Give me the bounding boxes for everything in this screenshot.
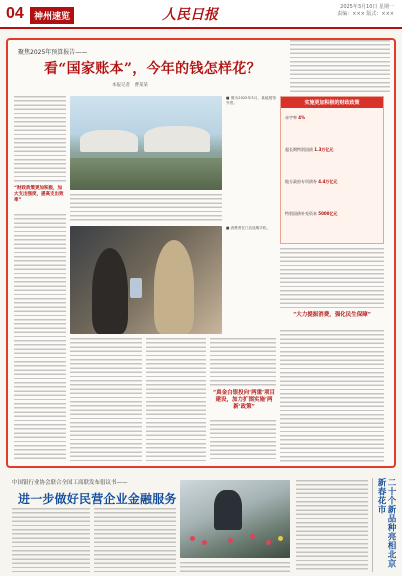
section-tag[interactable]: 神州速览 [30, 7, 74, 24]
sub-head-1: “真金白银投向‘两重’项目建设，加力扩围实施‘两新’政策” [213, 390, 275, 410]
infobox-item: 地方政府专项债券 4.4万亿元 [285, 179, 338, 184]
lower-kicker: 中国银行业协会联合全国工商联发布倡议书—— [12, 480, 128, 486]
sub-head-2: “大力提振消费，强化民生保障” [293, 312, 371, 318]
page-number: 04 [6, 5, 24, 22]
body-column-5c [280, 330, 384, 462]
lower-body-column-3 [296, 480, 368, 572]
photo-caption-2: ■ 消费者在门店选购手机。 [226, 226, 271, 230]
infobox-item: 超长期特别国债 1.3万亿元 [285, 147, 334, 152]
feature-headline[interactable]: 看“国家账本”，今年的钱怎样花？ [44, 61, 261, 77]
body-column-2b [70, 338, 142, 462]
expo-building-photo [70, 96, 222, 190]
body-column-5a [290, 40, 390, 92]
infobox-item: 特别国债补充资本 5000亿元 [285, 211, 338, 216]
infobox-title: 实施更加积极的财政政策 [281, 97, 383, 108]
feature-byline: 本报记者 曹某某 [112, 83, 148, 88]
body-column-1b [14, 214, 66, 462]
masthead [0, 0, 402, 28]
body-column-4a [210, 338, 276, 386]
masthead-rule [0, 27, 402, 29]
lower-body-column-2 [94, 508, 176, 572]
column-divider [372, 478, 373, 572]
body-column-5b [280, 248, 384, 308]
body-column-4b [210, 420, 276, 462]
feature-kicker: 聚焦2025年预算报告—— [18, 49, 88, 56]
date-text: 2025年3月10日 星期一 [340, 4, 394, 10]
body-column-2a [70, 194, 222, 222]
flower-photo-caption [180, 562, 290, 572]
photo-caption-column-2 [226, 226, 276, 334]
vertical-title[interactable]: 二十个新品种亮相北京新春花市 [376, 478, 396, 568]
pull-quote: “财政政策更加积极，加大支出强度，提高支出效率” [14, 186, 64, 203]
date-line [337, 4, 394, 18]
body-column-3 [146, 338, 206, 462]
flower-market-photo [180, 480, 290, 558]
infobox-item: 赤字率 4% [285, 115, 306, 120]
paper-logo: 人民日报 [162, 7, 218, 23]
editor-text: 责编：××× 版式：××× [337, 11, 394, 17]
fiscal-policy-infobox [280, 96, 384, 244]
photo-caption-1: ■ 图为2025年3月，某地展馆外景。 [226, 96, 276, 105]
lower-body-column-1 [12, 508, 90, 572]
phone-shopping-photo [70, 226, 222, 334]
lower-headline[interactable]: 进一步做好民营企业金融服务 [18, 492, 177, 506]
body-column-1a [14, 96, 66, 184]
photo-caption-column [226, 96, 276, 152]
